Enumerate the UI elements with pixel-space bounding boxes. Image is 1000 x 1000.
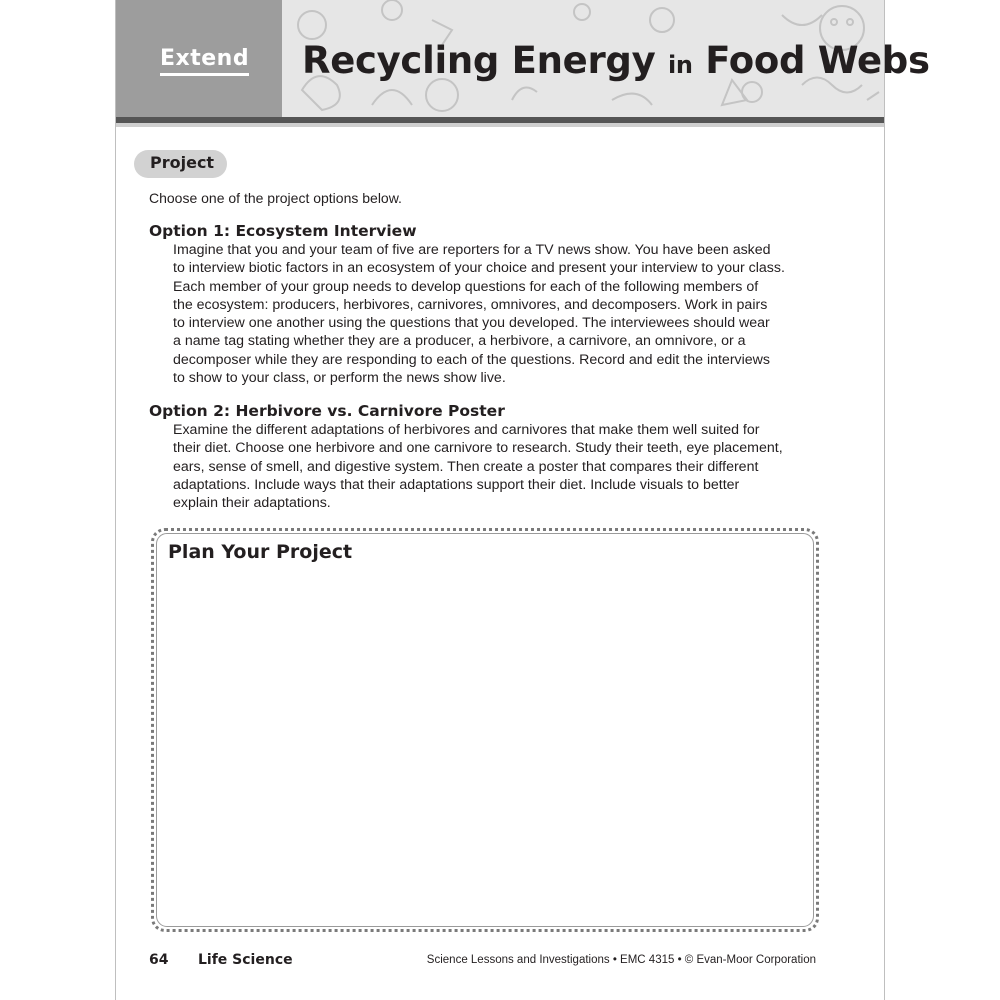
footer-credit: Science Lessons and Investigations • EMC 4315 • © Evan-Moor Corporation [426, 954, 816, 966]
option-1-line: decomposer while they are responding to each of the questions. Record and edit the interviews [173, 351, 771, 368]
worksheet-page [115, 0, 930, 1000]
option-1-line: Each member of your group needs to develop questions for each of the following members of [173, 278, 759, 295]
option-1-line: to interview one another using the questions that you developed. The interviewees should wear [173, 315, 770, 332]
title-part-2: in [667, 51, 693, 79]
title-part-3: Food Webs [692, 39, 930, 82]
plan-your-project-box[interactable] [151, 528, 819, 932]
option-2-line: explain their adaptations. [173, 495, 331, 512]
project-pill [134, 150, 227, 178]
page-header [116, 0, 930, 117]
option-2-line: adaptations. Include ways that their adaptations support their diet. Include visuals to better [173, 476, 740, 493]
option-1-line: to show to your class, or perform the news show live. [173, 370, 506, 387]
header-rule-shadow [116, 123, 884, 127]
option-1-body [173, 241, 813, 387]
section-tab [116, 0, 282, 117]
footer-subject: Life Science [198, 952, 293, 968]
title-part-1: Recycling Energy [302, 39, 668, 82]
option-1-line: a name tag stating whether they are a producer, a herbivore, a carnivore, an omnivore, or a [173, 333, 746, 350]
option-1-line: to interview biotic factors in an ecosystem of your choice and present your interview to your class. [173, 260, 785, 277]
project-intro: Choose one of the project options below. [149, 190, 402, 206]
option-2-heading: Option 2: Herbivore vs. Carnivore Poster [149, 402, 505, 420]
section-label: Extend [160, 47, 249, 76]
option-1-heading: Option 1: Ecosystem Interview [149, 222, 417, 240]
option-2-body [173, 421, 813, 512]
page-number: 64 [149, 952, 169, 968]
page-title [302, 36, 930, 90]
option-1-line: the ecosystem: producers, herbivores, carnivores, omnivores, and decomposers. Work in pairs [173, 296, 768, 313]
project-pill-label: Project [150, 153, 215, 172]
option-2-line: their diet. Choose one herbivore and one carnivore to research. Study their teeth, eye placement, [173, 440, 783, 457]
plan-box-title: Plan Your Project [168, 541, 353, 563]
option-1-line: Imagine that you and your team of five are reporters for a TV news show. You have been asked [173, 242, 771, 258]
plan-box-border [156, 533, 814, 927]
option-2-line: ears, sense of smell, and digestive system. Then create a poster that compares their different [173, 458, 759, 475]
option-2-line: Examine the different adaptations of herbivores and carnivores that make them well suited for [173, 422, 760, 438]
